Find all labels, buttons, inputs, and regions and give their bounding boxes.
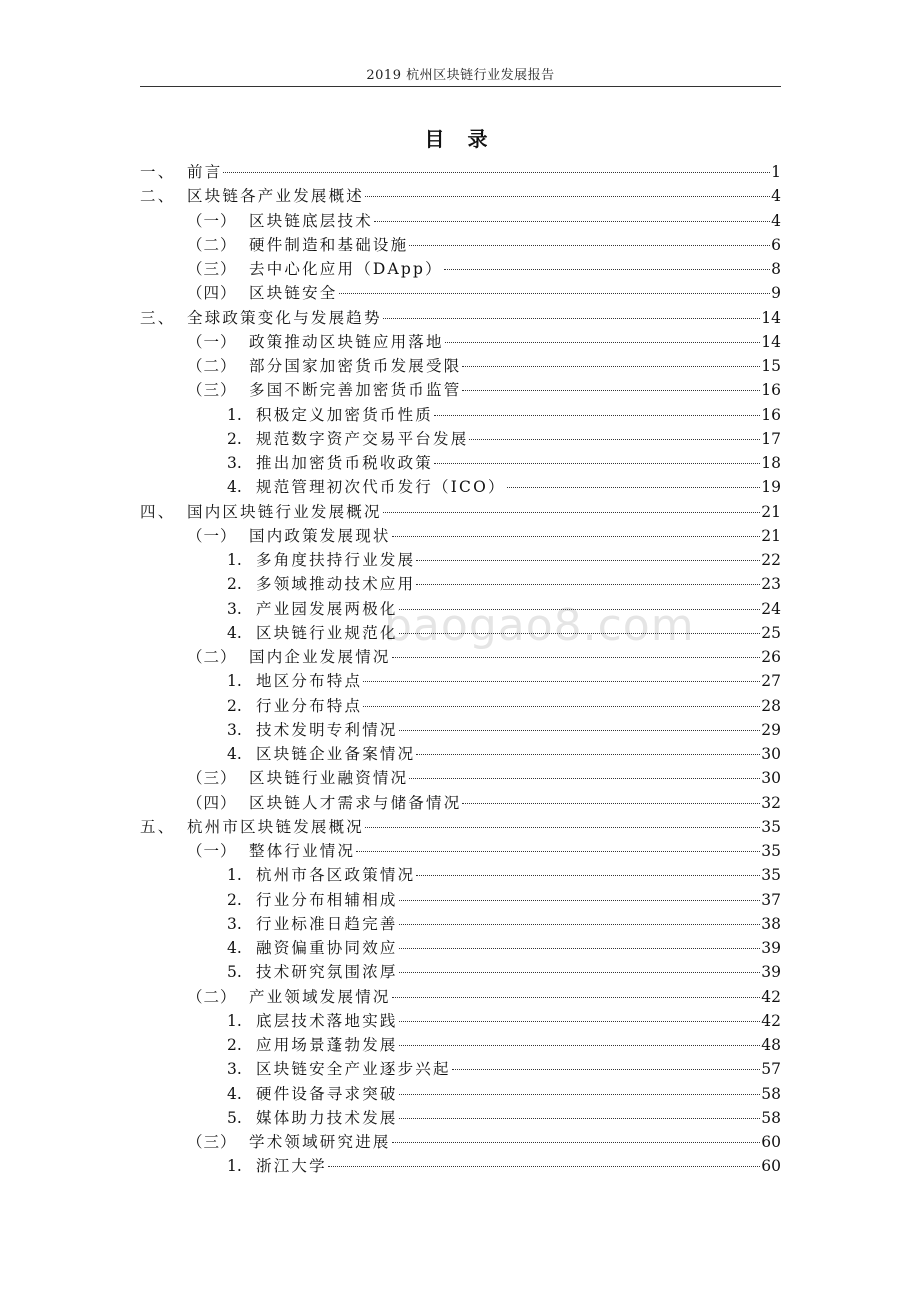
toc-dot-leader xyxy=(374,221,770,222)
toc-entry[interactable] xyxy=(140,1082,781,1106)
toc-entry-page: 22 xyxy=(761,551,781,569)
toc-entry-title: 行业标准日趋完善 xyxy=(256,914,398,933)
toc-entry-page: 14 xyxy=(761,332,781,351)
toc-entry[interactable] xyxy=(140,184,781,208)
toc-entry-title: 部分国家加密货币发展受限 xyxy=(249,357,462,375)
toc-entry-title: 应用场景蓬勃发展 xyxy=(256,1036,398,1054)
toc-entry-title: 杭州市各区政策情况 xyxy=(256,866,416,885)
toc-entry-number: （二） xyxy=(187,235,237,254)
toc-entry[interactable] xyxy=(140,1033,781,1057)
toc-dot-leader xyxy=(462,366,760,367)
toc-entry-number: （三） xyxy=(187,1133,237,1151)
toc-entry[interactable] xyxy=(140,257,781,281)
toc-entry-page: 35 xyxy=(761,817,781,836)
toc-entry-page: 19 xyxy=(761,478,781,497)
toc-dot-leader xyxy=(434,463,760,464)
toc-entry-number: 1. xyxy=(227,1157,242,1176)
toc-dot-leader xyxy=(392,1142,761,1143)
toc-entry[interactable] xyxy=(140,451,781,475)
toc-entry-title: 区块链底层技术 xyxy=(249,211,373,230)
toc-entry-title: 国内政策发展现状 xyxy=(249,526,391,545)
toc-entry-number: （三） xyxy=(187,381,237,400)
toc-entry-title: 区块链行业规范化 xyxy=(256,623,398,642)
toc-dot-leader xyxy=(356,851,760,852)
toc-entry-number: 3. xyxy=(227,599,242,618)
toc-entry-title: 推出加密货币税收政策 xyxy=(256,454,434,472)
toc-entry-title: 多角度扶持行业发展 xyxy=(256,551,416,569)
toc-entry-title: 规范管理初次代币发行（ICO） xyxy=(256,478,506,497)
toc-entry-number: 2. xyxy=(227,696,242,715)
toc-entry[interactable] xyxy=(140,936,781,960)
toc-entry-title: 区块链人才需求与储备情况 xyxy=(249,793,462,812)
toc-entry-title: 区块链各产业发展概述 xyxy=(187,187,365,206)
toc-entry-title: 媒体助力技术发展 xyxy=(256,1108,398,1127)
toc-entry-page: 28 xyxy=(761,696,781,715)
toc-entry-title: 杭州市区块链发展概况 xyxy=(187,817,365,836)
toc-entry-number: 1. xyxy=(227,866,242,885)
toc-entry[interactable] xyxy=(140,985,781,1009)
toc-entry[interactable] xyxy=(140,281,781,305)
toc-entry[interactable] xyxy=(140,1009,781,1033)
toc-dot-leader xyxy=(399,900,761,901)
toc-dot-leader xyxy=(392,536,761,537)
toc-entry-title: 地区分布特点 xyxy=(256,672,363,691)
toc-dot-leader xyxy=(399,948,761,949)
toc-entry-number: 3. xyxy=(227,914,242,933)
toc-entry-title: 行业分布特点 xyxy=(256,696,363,715)
toc-entry-number: 3. xyxy=(227,1060,242,1079)
toc-entry-title: 底层技术落地实践 xyxy=(256,1011,398,1030)
toc-dot-leader xyxy=(462,803,760,804)
toc-entry-title: 政策推动区块链应用落地 xyxy=(249,332,444,351)
toc-entry-page: 32 xyxy=(761,793,781,812)
toc-dot-leader xyxy=(452,1069,761,1070)
toc-entry-title: 整体行业情况 xyxy=(249,842,356,860)
toc-entry-title: 国内区块链行业发展概况 xyxy=(187,502,382,521)
toc-entry-page: 58 xyxy=(761,1108,781,1127)
toc-entry-page: 48 xyxy=(761,1036,781,1054)
toc-entry-title: 前言 xyxy=(187,163,223,181)
toc-entry-number: 5. xyxy=(227,1108,242,1127)
table-of-contents xyxy=(140,160,781,1179)
toc-dot-leader xyxy=(399,1118,761,1119)
toc-entry-title: 区块链安全产业逐步兴起 xyxy=(256,1060,451,1079)
toc-entry[interactable] xyxy=(140,378,781,402)
toc-entry[interactable] xyxy=(140,815,781,839)
toc-entry-number: 3. xyxy=(227,720,242,739)
toc-entry-page: 39 xyxy=(761,963,781,982)
toc-entry-page: 25 xyxy=(761,623,781,642)
toc-entry-title: 融资偏重协同效应 xyxy=(256,939,398,957)
toc-dot-leader xyxy=(363,706,760,707)
toc-entry[interactable] xyxy=(140,500,781,524)
toc-entry[interactable] xyxy=(140,403,781,427)
toc-dot-leader xyxy=(469,439,760,440)
toc-entry[interactable] xyxy=(140,1106,781,1130)
toc-entry-page: 26 xyxy=(761,648,781,666)
toc-entry-page: 24 xyxy=(761,599,781,618)
toc-dot-leader xyxy=(416,875,760,876)
toc-dot-leader xyxy=(416,584,760,585)
toc-entry[interactable] xyxy=(140,597,781,621)
toc-entry-title: 硬件制造和基础设施 xyxy=(249,235,409,254)
toc-entry-title: 全球政策变化与发展趋势 xyxy=(187,308,382,327)
toc-dot-leader xyxy=(365,196,770,197)
toc-entry-page: 9 xyxy=(771,284,781,303)
toc-entry-number: 五、 xyxy=(140,817,176,836)
toc-entry[interactable] xyxy=(140,669,781,693)
toc-entry[interactable] xyxy=(140,766,781,790)
toc-dot-leader xyxy=(383,318,761,319)
toc-dot-leader xyxy=(409,778,760,779)
toc-entry-number: 1. xyxy=(227,672,242,691)
toc-entry-number: 2. xyxy=(227,429,242,448)
toc-entry[interactable] xyxy=(140,1154,781,1178)
toc-entry[interactable] xyxy=(140,742,781,766)
toc-dot-leader xyxy=(365,827,760,828)
toc-entry-number: （一） xyxy=(187,842,237,860)
toc-dot-leader xyxy=(363,681,760,682)
toc-entry-number: 4. xyxy=(227,478,242,497)
toc-entry-number: 一、 xyxy=(140,163,176,181)
toc-entry-page: 39 xyxy=(761,939,781,957)
toc-entry-page: 4 xyxy=(771,187,781,206)
toc-entry[interactable] xyxy=(140,548,781,572)
toc-entry[interactable] xyxy=(140,306,781,330)
toc-dot-leader xyxy=(399,1021,761,1022)
toc-entry-title: 产业园发展两极化 xyxy=(256,599,398,618)
toc-entry-page: 4 xyxy=(771,211,781,230)
toc-entry[interactable] xyxy=(140,524,781,548)
toc-entry-number: （二） xyxy=(187,357,237,375)
toc-entry-title: 规范数字资产交易平台发展 xyxy=(256,429,469,448)
toc-entry[interactable] xyxy=(140,912,781,936)
toc-dot-leader xyxy=(223,172,770,173)
toc-dot-leader xyxy=(339,293,771,294)
toc-entry[interactable] xyxy=(140,621,781,645)
toc-entry[interactable] xyxy=(140,694,781,718)
toc-entry-page: 23 xyxy=(761,575,781,594)
toc-entry-number: （三） xyxy=(187,260,237,278)
toc-entry-number: （四） xyxy=(187,793,237,812)
toc-dot-leader xyxy=(399,609,761,610)
toc-dot-leader xyxy=(416,560,760,561)
toc-entry[interactable] xyxy=(140,475,781,499)
toc-entry-page: 27 xyxy=(761,672,781,691)
toc-entry-number: 3. xyxy=(227,454,242,472)
toc-entry-title: 国内企业发展情况 xyxy=(249,648,391,666)
toc-entry-number: 2. xyxy=(227,1036,242,1054)
toc-entry-number: 1. xyxy=(227,551,242,569)
toc-dot-leader xyxy=(434,415,760,416)
toc-entry-page: 42 xyxy=(761,987,781,1006)
toc-entry-number: （二） xyxy=(187,987,237,1006)
toc-entry-page: 58 xyxy=(761,1084,781,1103)
toc-entry-page: 1 xyxy=(771,163,781,181)
toc-entry[interactable] xyxy=(140,1057,781,1081)
toc-entry-page: 35 xyxy=(761,866,781,885)
toc-entry-page: 42 xyxy=(761,1011,781,1030)
toc-entry-number: 二、 xyxy=(140,187,176,206)
toc-entry[interactable] xyxy=(140,888,781,912)
toc-dot-leader xyxy=(507,487,761,488)
toc-dot-leader xyxy=(399,730,761,731)
toc-entry[interactable] xyxy=(140,839,781,863)
toc-dot-leader xyxy=(444,269,770,270)
toc-entry-page: 38 xyxy=(761,914,781,933)
toc-entry-title: 多国不断完善加密货币监管 xyxy=(249,381,462,400)
toc-entry-number: （一） xyxy=(187,332,237,351)
toc-entry-page: 35 xyxy=(761,842,781,860)
toc-dot-leader xyxy=(445,342,761,343)
toc-entry-page: 6 xyxy=(771,235,781,254)
watermark: baogao8.com xyxy=(384,600,695,651)
toc-entry-page: 16 xyxy=(761,405,781,424)
toc-dot-leader xyxy=(409,245,770,246)
toc-entry-title: 硬件设备寻求突破 xyxy=(256,1084,398,1103)
toc-entry[interactable] xyxy=(140,863,781,887)
toc-entry-page: 21 xyxy=(761,502,781,521)
toc-entry[interactable] xyxy=(140,354,781,378)
toc-dot-leader xyxy=(399,924,761,925)
toc-entry[interactable] xyxy=(140,233,781,257)
toc-entry[interactable] xyxy=(140,960,781,984)
toc-entry-number: （二） xyxy=(187,648,237,666)
page-header: 2019 杭州区块链行业发展报告 xyxy=(366,68,555,83)
toc-entry-page: 60 xyxy=(761,1133,781,1151)
toc-entry-page: 16 xyxy=(761,381,781,400)
toc-entry-number: （三） xyxy=(187,769,237,788)
toc-dot-leader xyxy=(392,657,761,658)
toc-entry-number: （一） xyxy=(187,211,237,230)
toc-entry-title: 浙江大学 xyxy=(256,1157,327,1176)
toc-entry-number: 2. xyxy=(227,575,242,594)
toc-dot-leader xyxy=(383,512,761,513)
toc-entry-title: 多领域推动技术应用 xyxy=(256,575,416,594)
toc-entry-number: （一） xyxy=(187,526,237,545)
header-divider xyxy=(140,86,781,87)
toc-dot-leader xyxy=(399,1094,761,1095)
toc-entry-page: 60 xyxy=(761,1157,781,1176)
toc-entry-number: 1. xyxy=(227,1011,242,1030)
toc-dot-leader xyxy=(399,972,761,973)
toc-entry-page: 14 xyxy=(761,308,781,327)
toc-entry-number: 三、 xyxy=(140,308,176,327)
toc-entry[interactable] xyxy=(140,427,781,451)
toc-entry-page: 30 xyxy=(761,769,781,788)
toc-entry-number: 2. xyxy=(227,890,242,909)
toc-entry[interactable] xyxy=(140,718,781,742)
toc-entry-title: 去中心化应用（DApp） xyxy=(249,260,443,278)
toc-entry-number: 4. xyxy=(227,745,242,763)
toc-dot-leader xyxy=(399,1045,761,1046)
toc-entry-title: 行业分布相辅相成 xyxy=(256,890,398,909)
toc-entry-number: 5. xyxy=(227,963,242,982)
toc-entry-title: 区块链安全 xyxy=(249,284,338,303)
toc-entry-title: 学术领域研究进展 xyxy=(249,1133,391,1151)
toc-dot-leader xyxy=(416,754,760,755)
toc-entry-page: 15 xyxy=(761,357,781,375)
toc-entry[interactable] xyxy=(140,572,781,596)
toc-entry-title: 积极定义加密货币性质 xyxy=(256,405,434,424)
toc-dot-leader xyxy=(328,1166,760,1167)
toc-entry[interactable] xyxy=(140,645,781,669)
toc-entry-page: 8 xyxy=(771,260,781,278)
toc-entry-title: 产业领域发展情况 xyxy=(249,987,391,1006)
toc-dot-leader xyxy=(462,390,760,391)
toc-entry-page: 17 xyxy=(761,429,781,448)
toc-entry[interactable] xyxy=(140,330,781,354)
toc-entry[interactable] xyxy=(140,791,781,815)
toc-entry-number: 4. xyxy=(227,939,242,957)
toc-entry-page: 57 xyxy=(761,1060,781,1079)
toc-entry-page: 18 xyxy=(761,454,781,472)
toc-entry-title: 技术发明专利情况 xyxy=(256,720,398,739)
toc-entry-page: 29 xyxy=(761,720,781,739)
toc-entry-page: 21 xyxy=(761,526,781,545)
toc-dot-leader xyxy=(399,633,761,634)
toc-entry-title: 区块链企业备案情况 xyxy=(256,745,416,763)
toc-entry-title: 区块链行业融资情况 xyxy=(249,769,409,788)
toc-entry-number: （四） xyxy=(187,284,237,303)
toc-title: 目 录 xyxy=(424,127,496,151)
toc-entry-title: 技术研究氛围浓厚 xyxy=(256,963,398,982)
toc-entry-number: 4. xyxy=(227,623,242,642)
toc-entry-number: 1. xyxy=(227,405,242,424)
toc-entry[interactable] xyxy=(140,1130,781,1154)
toc-entry-page: 30 xyxy=(761,745,781,763)
toc-dot-leader xyxy=(392,997,761,998)
toc-entry-number: 四、 xyxy=(140,502,176,521)
toc-entry-page: 37 xyxy=(761,890,781,909)
toc-entry[interactable] xyxy=(140,209,781,233)
toc-entry[interactable] xyxy=(140,160,781,184)
toc-entry-number: 4. xyxy=(227,1084,242,1103)
